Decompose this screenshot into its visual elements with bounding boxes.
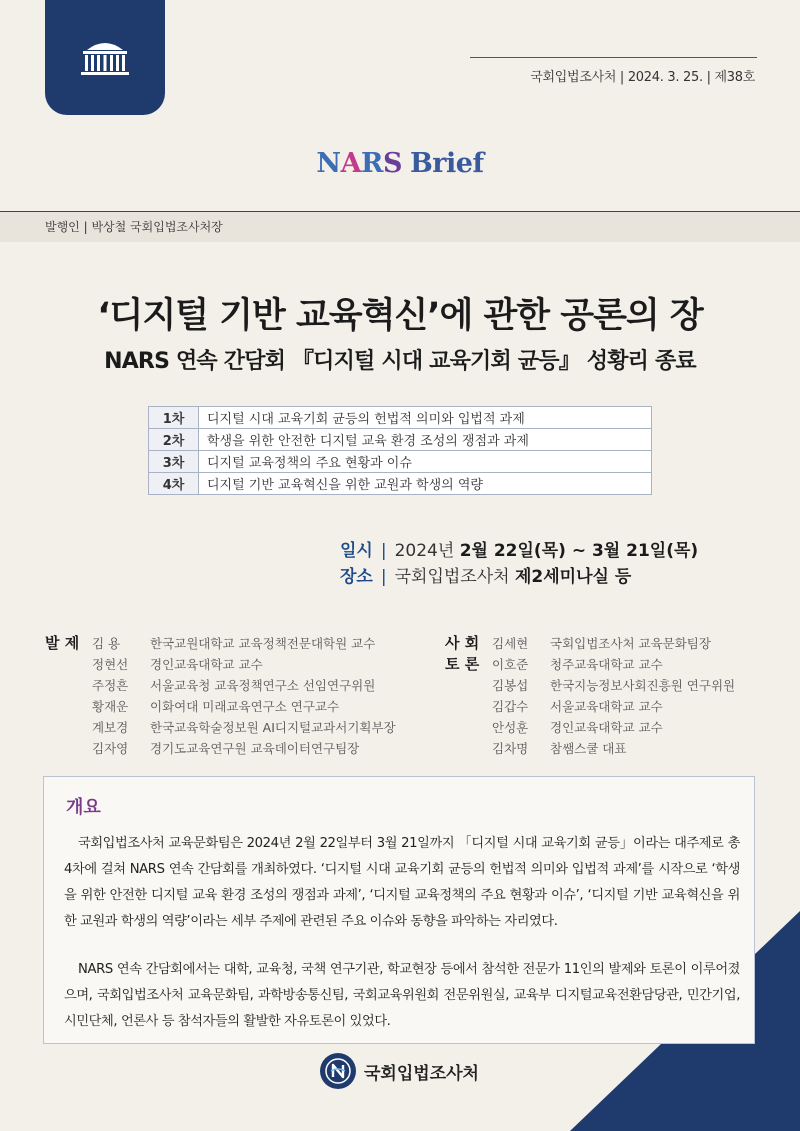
presenter-affiliation: 한국교원대학교 교육정책전문대학원 교수 — [150, 635, 376, 651]
place-room: 제2세미나실 등 — [514, 567, 632, 587]
date-separator: | — [380, 541, 387, 561]
session-row — [149, 451, 652, 473]
panelist-affiliation: 서울교육대학교 교수 — [550, 698, 663, 714]
brand-word-brief: Brief — [409, 148, 484, 179]
overview-heading: 개요 — [66, 797, 101, 818]
nars-emblem-icon — [320, 1053, 356, 1089]
presenter-row — [45, 737, 396, 758]
session-topic: 디지털 교육정책의 주요 현황과 이슈 — [199, 451, 652, 473]
brand-letter-r: R — [361, 148, 383, 179]
session-number: 1차 — [149, 407, 199, 429]
panel-row — [445, 653, 735, 674]
presenter-affiliation: 한국교육학술정보원 AI디지털교과서기획부장 — [150, 719, 396, 735]
moderator-name: 김세현 — [492, 635, 529, 651]
presenter-name: 김 용 — [92, 635, 121, 651]
moderator-row — [445, 632, 735, 653]
issue-info: 국회입법조사처 | 2024. 3. 25. | 제38호 — [530, 70, 755, 85]
presenter-affiliation: 이화여대 미래교육연구소 연구교수 — [150, 698, 340, 714]
panel-row — [445, 695, 735, 716]
presenter-row — [45, 632, 396, 653]
place-separator: | — [380, 567, 387, 587]
assembly-logo-tab — [45, 0, 165, 115]
footer-logo — [320, 1053, 479, 1089]
panelist-affiliation: 청주교육대학교 교수 — [550, 656, 663, 672]
panelist-name: 김갑수 — [492, 698, 529, 714]
presenter-row — [45, 653, 396, 674]
panelist-affiliation: 경인교육대학교 교수 — [550, 719, 663, 735]
panelist-affiliation: 한국지능정보사회진흥원 연구위원 — [550, 677, 736, 693]
panel-row — [445, 737, 735, 758]
presenter-affiliation: 경기도교육연구원 교육데이터연구팀장 — [150, 740, 360, 756]
brand-letter-a: A — [340, 148, 362, 179]
session-row — [149, 473, 652, 495]
main-title: ‘디지털 기반 교육혁신’에 관한 공론의 장 — [97, 296, 703, 336]
sub-title: NARS 연속 간담회 『디지털 시대 교육기회 균등』 성황리 종료 — [104, 349, 696, 374]
event-details — [340, 538, 698, 590]
session-row — [149, 429, 652, 451]
session-topic: 디지털 시대 교육기회 균등의 헌법적 의미와 입법적 과제 — [199, 407, 652, 429]
session-topic: 디지털 기반 교육혁신을 위한 교원과 학생의 역량 — [199, 473, 652, 495]
presenter-name: 황재운 — [92, 698, 129, 714]
presenter-row — [45, 674, 396, 695]
panel-row — [445, 716, 735, 737]
panelist-name: 안성훈 — [492, 719, 529, 735]
top-rule — [470, 57, 757, 58]
date-year: 2024년 — [394, 541, 455, 561]
presenter-row — [45, 695, 396, 716]
nars-brief-logo — [0, 148, 800, 179]
panelist-name: 이호준 — [492, 656, 529, 672]
presenter-name: 정현선 — [92, 656, 129, 672]
panelist-affiliation: 참쌤스쿨 대표 — [550, 740, 627, 756]
presenter-name: 김자영 — [92, 740, 129, 756]
brand-letter-n: N — [316, 148, 341, 179]
place-org: 국회입법조사처 — [394, 567, 510, 587]
panelist-name: 김봉섭 — [492, 677, 529, 693]
presenter-affiliation: 경인교육대학교 교수 — [150, 656, 263, 672]
date-label: 일시 — [340, 541, 373, 561]
footer-org-name: 국회입법조사처 — [364, 1063, 479, 1084]
panel-role: 토 론 — [445, 655, 480, 673]
publisher-line: 발행인 | 박상철 국회입법조사처장 — [45, 220, 223, 234]
date-value: 2월 22일(목) ~ 3월 21일(목) — [459, 541, 699, 561]
presenter-row — [45, 716, 396, 737]
place-label: 장소 — [340, 567, 373, 587]
session-table — [148, 406, 652, 495]
overview-paragraph-1: 국회입법조사처 교육문화팀은 2024년 2월 22일부터 3월 21일까지 「디지털 시대 교육기회 균등」이라는 대주제로 총 4차에 걸쳐 NARS 연속 간담회를 개최하였다. ‘디지털 시대 교육기회 균등의 헌법적 의미와 입법적 과제’를 시작으로 ‘학생을 위한 안전한 디지털 교육 환경 조성의 쟁점과 과제’, ‘디지털 교육정책의 주요 현황과 이슈’, ‘디지털 기반 교육혁신을 위한 교원과 학생의 역량’이라는 세부 주제에 관련된 주요 이슈와 동향을 파악하는 자리였다. — [64, 836, 740, 929]
overview-paragraph-2: NARS 연속 간담회에서는 대학, 교육청, 국책 연구기관, 학교현장 등에서 참석한 전문가 11인의 발제와 토론이 이루어졌으며, 국회입법조사처 교육문화팀, 과학방송통신팀, 국회교육위원회 전문위원실, 교육부 디지털교육전환담당관, 민간기업, 시민단체, 언론사 등 참석자들의 활발한 자유토론이 있었다. — [64, 962, 740, 1029]
event-place — [340, 564, 698, 590]
presenter-name: 주정흔 — [92, 677, 129, 693]
session-number: 4차 — [149, 473, 199, 495]
session-row — [149, 407, 652, 429]
assembly-building-icon — [73, 36, 137, 80]
session-number: 2차 — [149, 429, 199, 451]
brand-letter-s: S — [382, 148, 402, 179]
session-topic: 학생을 위한 안전한 디지털 교육 환경 조성의 쟁점과 과제 — [199, 429, 652, 451]
overview-box — [43, 776, 755, 1044]
event-date — [340, 538, 698, 564]
presenters-list — [45, 632, 396, 758]
presenters-role: 발 제 — [45, 634, 80, 652]
panelist-name: 김차명 — [492, 740, 529, 756]
presenter-name: 계보경 — [92, 719, 129, 735]
presenter-affiliation: 서울교육청 교육정책연구소 선임연구위원 — [150, 677, 376, 693]
moderator-affiliation: 국회입법조사처 교육문화팀장 — [550, 635, 711, 651]
moderator-role: 사 회 — [445, 634, 480, 652]
panel-row — [445, 674, 735, 695]
moderator-panel-list — [445, 632, 735, 758]
session-number: 3차 — [149, 451, 199, 473]
